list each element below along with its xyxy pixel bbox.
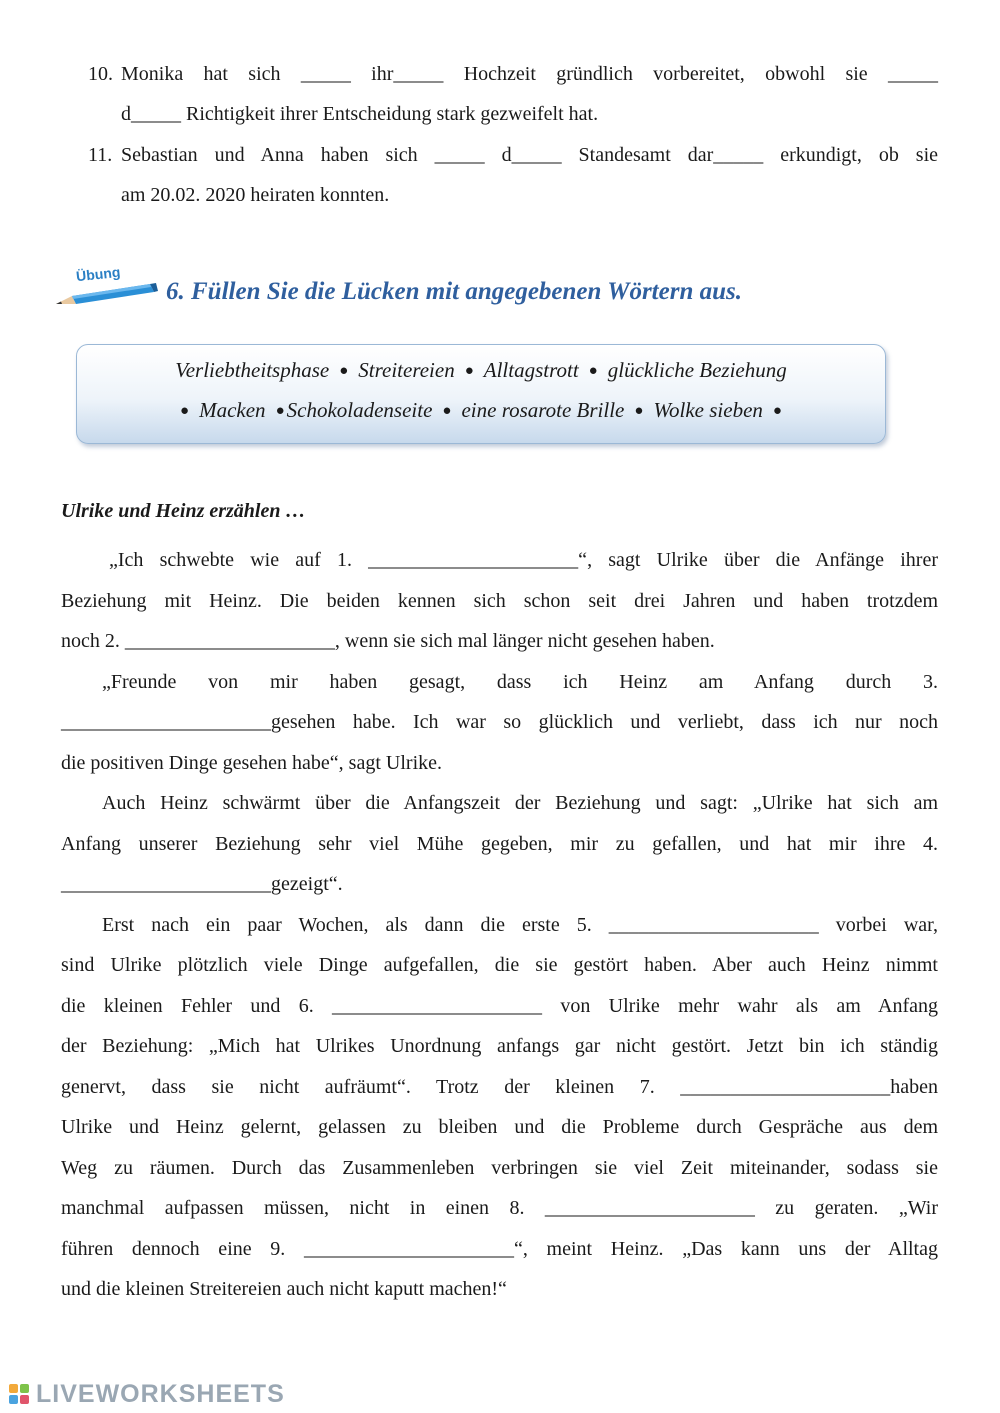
item-text-line: am 20.02. 2020 heiraten konnten.	[121, 184, 390, 206]
liveworksheets-logo-icon	[8, 1383, 30, 1405]
story-line: _____________________gesehen habe. Ich war so glücklich und verliebt, dass ich nur noch	[61, 711, 938, 733]
story-line: „Ich schwebte wie auf 1. _____________________“, sagt Ulrike über die Anfänge ihrer	[109, 549, 938, 571]
word-glueckliche-beziehung: glückliche Beziehung	[607, 358, 787, 382]
bullet: ●	[442, 403, 452, 419]
story-line: genervt, dass sie nicht aufräumt“. Trotz der kleinen 7. _____________________haben	[61, 1076, 938, 1098]
story-title: Ulrike und Heinz erzählen …	[61, 500, 306, 522]
story-line: die positiven Dinge gesehen habe“, sagt Ulrike.	[61, 752, 442, 774]
story-line: manchmal aufpassen müssen, nicht in einen 8. _____________________ zu geraten. „Wir	[61, 1197, 938, 1219]
word-schokoladenseite: Schokoladenseite	[286, 398, 433, 422]
item-text-line: Sebastian und Anna haben sich _____ d_____ Standesamt dar_____ erkundigt, ob sie	[121, 144, 938, 166]
word-verliebtheitsphase: Verliebtheitsphase	[175, 358, 330, 382]
exercise-6-header	[54, 262, 814, 312]
item-number: 10.	[88, 63, 113, 85]
story-line: Weg zu räumen. Durch das Zusammenleben verbringen sie viel Zeit miteinander, sodass sie	[61, 1157, 938, 1179]
story-line: Erst nach ein paar Wochen, als dann die erste 5. _____________________ vorbei war,	[102, 914, 938, 936]
word-macken: Macken	[199, 398, 266, 422]
story-line: der Beziehung: „Mich hat Ulrikes Unordnung anfangs gar nicht gestört. Jetzt bin ich ständig	[61, 1035, 938, 1057]
bullet: ●	[634, 403, 644, 419]
word-streitereien: Streitereien	[358, 358, 455, 382]
ubung-tag: Übung	[75, 263, 122, 285]
word-bank	[76, 344, 886, 444]
footer-brand	[8, 1380, 285, 1409]
word-rosarote-brille: eine rosarote Brille	[461, 398, 625, 422]
bullet: ●	[772, 403, 782, 419]
word-bank-row-1	[77, 357, 885, 386]
pencil-icon	[54, 282, 158, 308]
bullet: ●	[339, 363, 349, 379]
story-line: _____________________gezeigt“.	[61, 873, 343, 895]
story-line: führen dennoch eine 9. _____________________“, meint Heinz. „Das kann uns der Alltag	[61, 1238, 938, 1260]
story-line: Beziehung mit Heinz. Die beiden kennen sich schon seit drei Jahren und haben trotzdem	[61, 590, 938, 612]
footer-brand-text: LIVEWORKSHEETS	[36, 1380, 285, 1408]
story-line: „Freunde von mir haben gesagt, dass ich Heinz am Anfang durch 3.	[102, 671, 938, 693]
bullet: ●	[464, 363, 474, 379]
word-wolke-sieben: Wolke sieben	[653, 398, 763, 422]
story-line: noch 2. _____________________, wenn sie sich mal länger nicht gesehen haben.	[61, 630, 715, 652]
item-number: 11.	[88, 144, 113, 166]
exercise-title: 6. Füllen Sie die Lücken mit angegebenen Wörtern aus.	[166, 278, 742, 305]
word-alltagstrott: Alltagstrott	[483, 358, 579, 382]
item-text-line: d_____ Richtigkeit ihrer Entscheidung stark gezweifelt hat.	[121, 103, 599, 125]
bullet: ●	[180, 403, 190, 419]
story-line: Auch Heinz schwärmt über die Anfangszeit der Beziehung und sagt: „Ulrike hat sich am	[102, 792, 938, 814]
item-text-line: Monika hat sich _____ ihr_____ Hochzeit gründlich vorbereitet, obwohl sie _____	[121, 63, 938, 85]
story-line: die kleinen Fehler und 6. _____________________ von Ulrike mehr wahr als am Anfang	[61, 995, 938, 1017]
story-line: sind Ulrike plötzlich viele Dinge aufgefallen, die sie gestört haben. Aber auch Heinz nimmt	[61, 954, 938, 976]
story-line: Ulrike und Heinz gelernt, gelassen zu bleiben und die Probleme durch Gespräche aus dem	[61, 1116, 938, 1138]
word-bank-row-2	[77, 397, 885, 426]
bullet: ●	[588, 363, 598, 379]
story-line: und die kleinen Streitereien auch nicht kaputt machen!“	[61, 1278, 507, 1300]
story-line: Anfang unserer Beziehung sehr viel Mühe gegeben, mir zu gefallen, und hat mir ihre 4.	[61, 833, 938, 855]
bullet: ●	[275, 403, 285, 419]
